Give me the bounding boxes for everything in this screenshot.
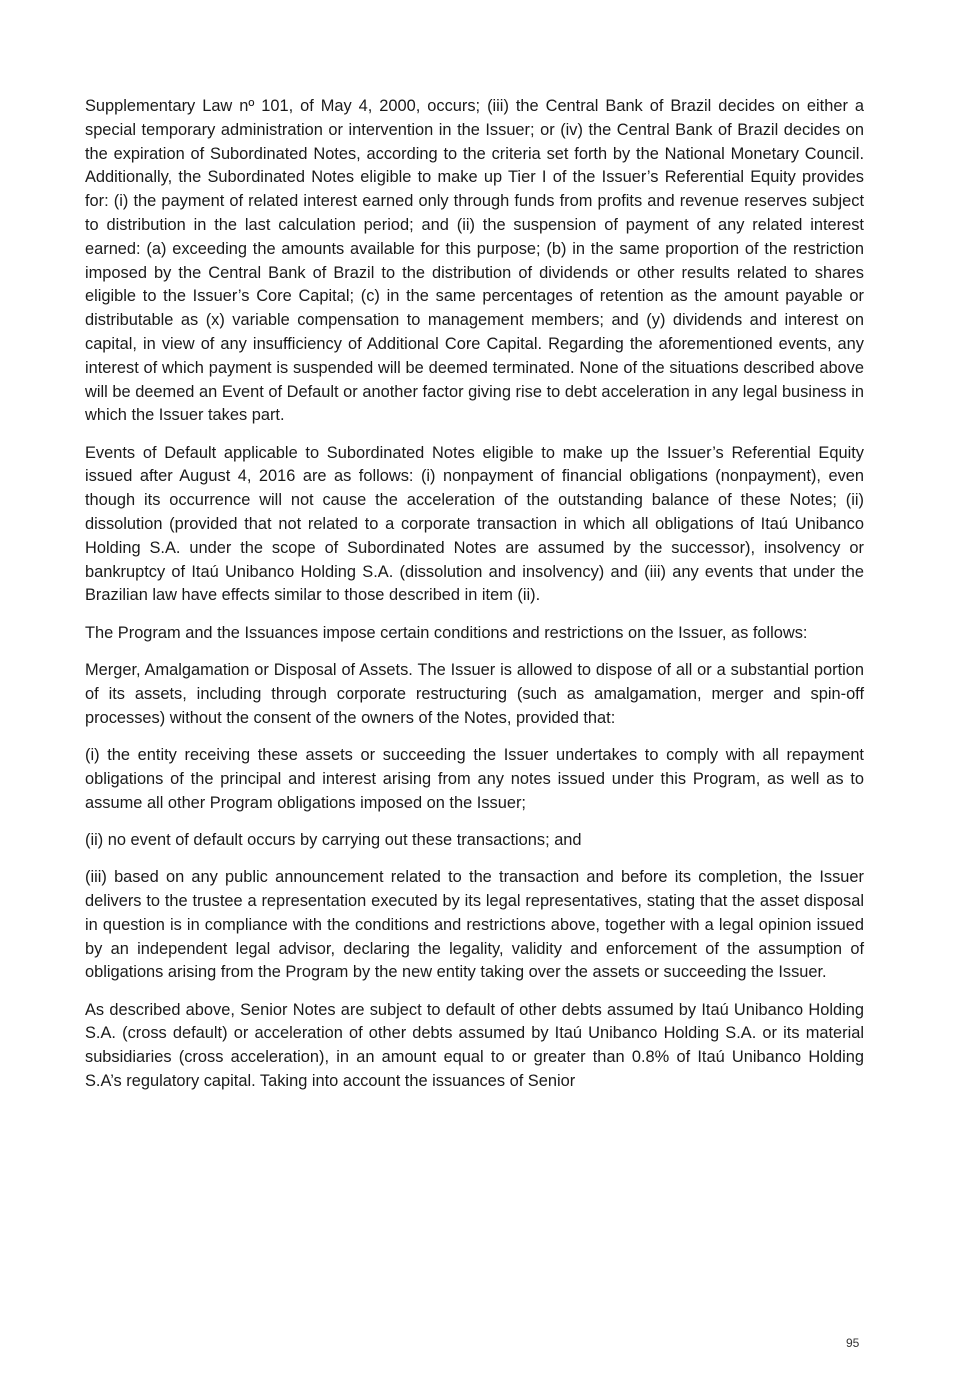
document-body [85,95,864,1107]
page-number: 95 [846,1336,860,1350]
paragraph: The Program and the Issuances impose certain conditions and restrictions on the Issuer, as follows: [85,623,808,642]
paragraph: (iii) based on any public announcement related to the transaction and before its completion, the Issuer delivers to the trustee a representation executed by its legal representatives, stating that the asset disposal in question is in compliance with the conditions and restrictions above, together with a legal opinion issued by an independent legal advisor, declaring the legality, validity and enforcement of the assumption of obligations arising from the Program by the new entity taking over the assets or succeeding the Issuer. [85,868,864,982]
paragraph: (i) the entity receiving these assets or succeeding the Issuer undertakes to comply with all repayment obligations of the principal and interest arising from any notes issued under this Program, as well as to assume all other Program obligations imposed on the Issuer; [85,745,864,812]
paragraph: Supplementary Law nº 101, of May 4, 2000, occurs; (iii) the Central Bank of Brazil decides on either a special temporary administration or intervention in the Issuer; or (iv) the Central Bank of Brazil decides on the expiration of Subordinated Notes, according to the criteria set forth by the National Monetary Council. Additionally, the Subordinated Notes eligible to make up Tier I of the Issuer’s Referential Equity provides for: (i) the payment of related interest earned only through funds from profits and revenue reserves subject to distribution in the last calculation period; and (ii) the suspension of payment of any related interest earned: (a) exceeding the amounts available for this purpose; (b) in the same proportion of the restriction imposed by the Central Bank of Brazil to the distribution of dividends or other results related to shares eligible to the Issuer’s Core Capital; (c) in the same percentages of retention as the amount payable or distributable as (x) variable compensation to management members; and (y) dividends and interest on capital, in view of any insufficiency of Additional Core Capital. Regarding the aforementioned events, any interest of which payment is suspended will be deemed terminated. None of the situations described above will be deemed an Event of Default or another factor giving rise to debt acceleration in any legal business in which the Issuer takes part. [85,97,864,425]
paragraph: Events of Default applicable to Subordinated Notes eligible to make up the Issuer’s Referential Equity issued after August 4, 2016 are as follows: (i) nonpayment of financial obligations (nonpayment), even though its occurrence will not cause the acceleration of the outstanding balance of these Notes; (ii) dissolution (provided that not related to a corporate transaction in which all obligations of Itaú Unibanco Holding S.A. under the scope of Subordinated Notes are assumed by the successor), insolvency or bankruptcy of Itaú Unibanco Holding S.A. (dissolution and insolvency) and (iii) any events that under the Brazilian law have effects similar to those described in item (ii). [85,443,864,605]
paragraph: (ii) no event of default occurs by carrying out these transactions; and [85,830,582,849]
paragraph: Merger, Amalgamation or Disposal of Assets. The Issuer is allowed to dispose of all or a substantial portion of its assets, including through corporate restructuring (such as amalgamation, merger and spin-off processes) without the consent of the owners of the Notes, provided that: [85,661,864,727]
paragraph: As described above, Senior Notes are subject to default of other debts assumed by Itaú Unibanco Holding S.A. (cross default) or acceleration of other debts assumed by Itaú Unibanco Holding S.A. or its material subsidiaries (cross acceleration), in an amount equal to or greater than 0.8% of Itaú Unibanco Holding S.A’s regulatory capital. Taking into account the issuances of Senior [85,1000,864,1090]
